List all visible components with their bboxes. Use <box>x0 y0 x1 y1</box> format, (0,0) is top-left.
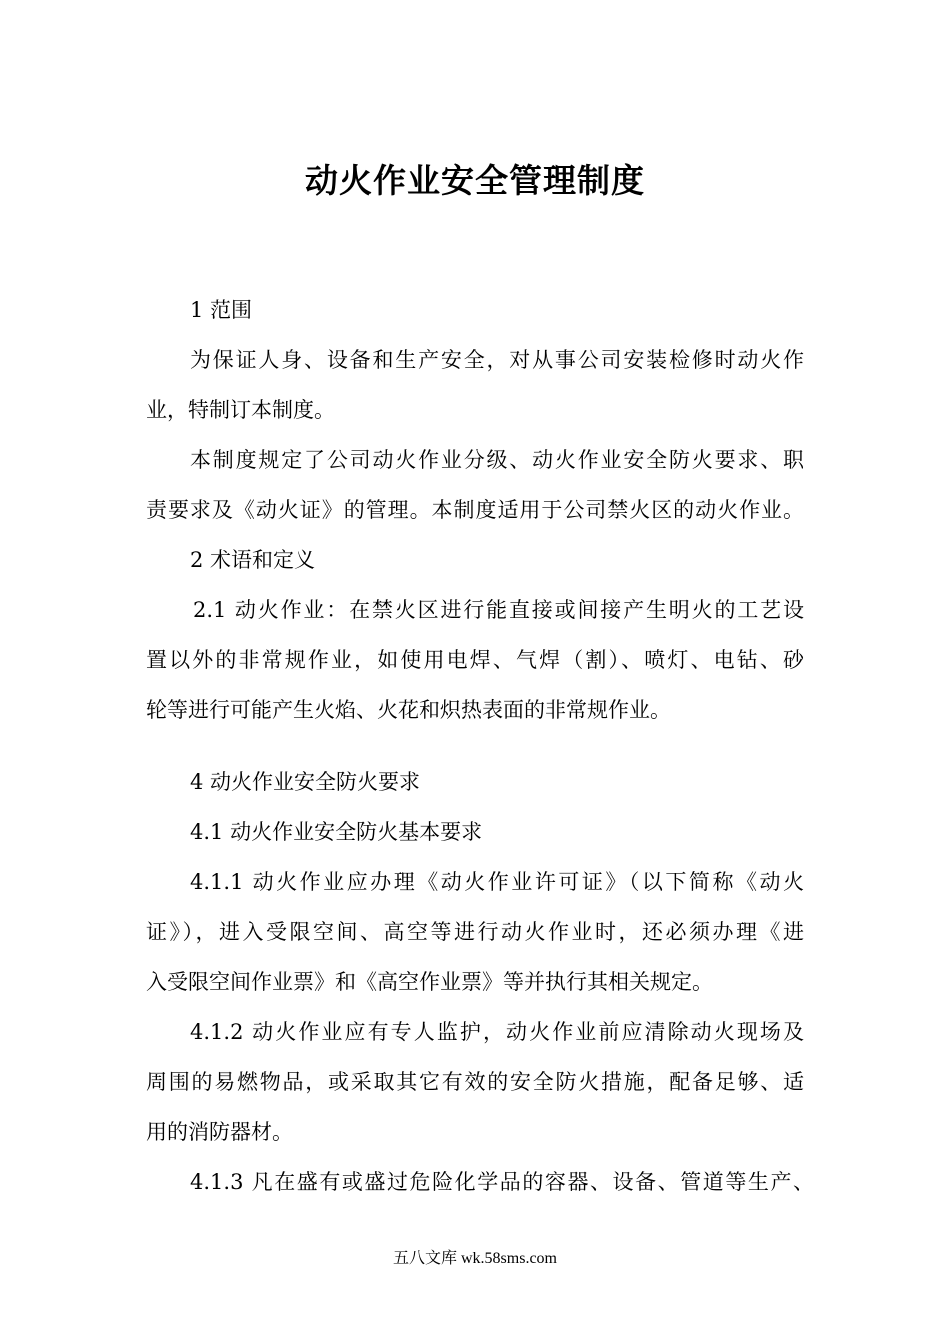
paragraph-line: 业，特制订本制度。 <box>146 398 335 422</box>
paragraph-line: 2.1 动火作业：在禁火区进行能直接或间接产生明火的工艺设 <box>193 598 804 622</box>
paragraph-line: 周围的易燃物品，或采取其它有效的安全防火措施，配备足够、适 <box>146 1070 804 1094</box>
paragraph-line: 用的消防器材。 <box>146 1120 293 1144</box>
section-heading: 1 范围 <box>190 298 253 322</box>
paragraph-line: 置以外的非常规作业，如使用电焊、气焊（割）、喷灯、电钻、砂 <box>146 648 804 672</box>
paragraph-line: 入受限空间作业票》和《高空作业票》等并执行其相关规定。 <box>146 970 713 994</box>
paragraph-line: 轮等进行可能产生火焰、火花和炽热表面的非常规作业。 <box>146 698 671 722</box>
document-title: 动火作业安全管理制度 <box>305 161 645 200</box>
paragraph-line: 4.1.2 动火作业应有专人监护，动火作业前应清除动火现场及 <box>190 1020 804 1044</box>
paragraph-line: 4.1.3 凡在盛有或盛过危险化学品的容器、设备、管道等生产、 <box>190 1170 814 1194</box>
footer-watermark: 五八文库 wk.58sms.com <box>392 1250 557 1267</box>
section-heading: 2 术语和定义 <box>190 548 316 572</box>
paragraph-line: 4.1.1 动火作业应办理《动火作业许可证》（以下简称《动火 <box>190 870 804 894</box>
subsection-heading: 4.1 动火作业安全防火基本要求 <box>190 820 483 844</box>
section-heading: 4 动火作业安全防火要求 <box>190 770 421 794</box>
paragraph-line: 证》），进入受限空间、高空等进行动火作业时，还必须办理《进 <box>146 920 804 944</box>
paragraph-line: 本制度规定了公司动火作业分级、动火作业安全防火要求、职 <box>190 448 804 472</box>
paragraph-line: 为保证人身、设备和生产安全，对从事公司安装检修时动火作 <box>190 348 804 372</box>
paragraph-line: 责要求及《动火证》的管理。本制度适用于公司禁火区的动火作业。 <box>146 498 804 522</box>
